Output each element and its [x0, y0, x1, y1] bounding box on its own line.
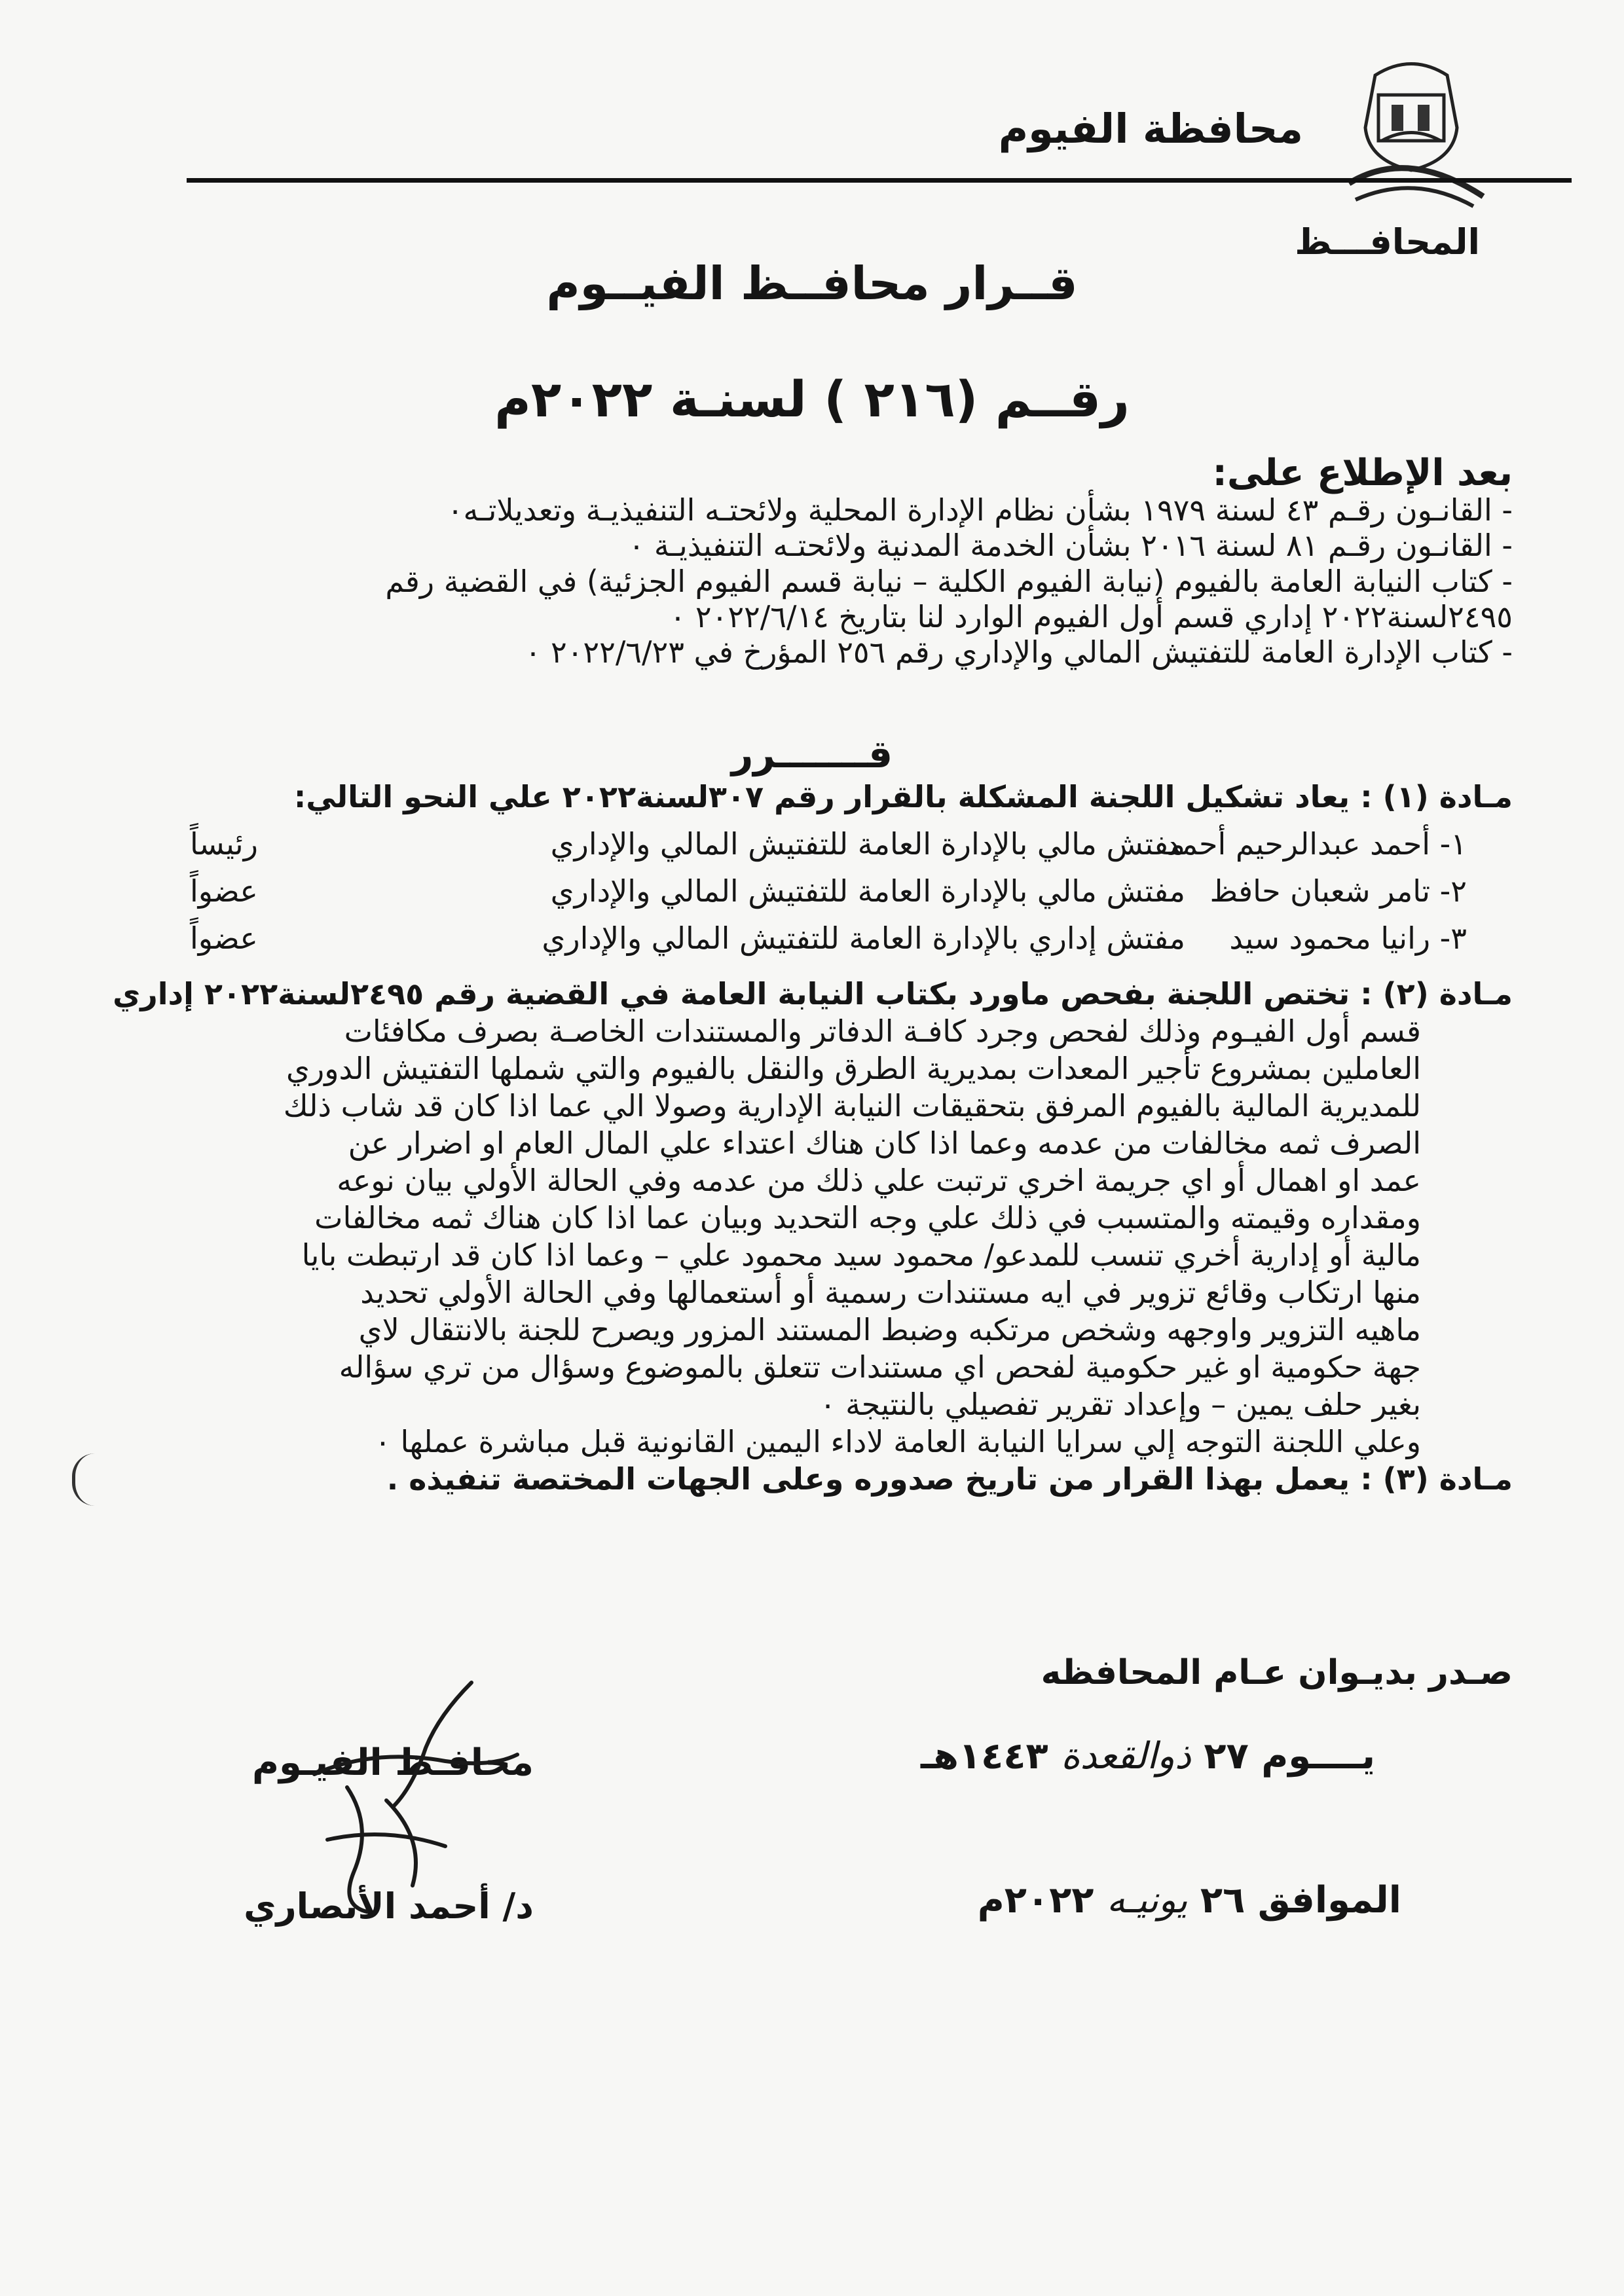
fayoum-emblem-icon — [1329, 49, 1493, 213]
review-list — [138, 492, 1513, 670]
article-2-line: ماهيه التزوير واوجهه وشخص مرتكبه وضبط المستند المزور ويصرح للجنة بالانتقال لاي — [358, 1312, 1421, 1348]
review-line: - كتاب الإدارة العامة للتفتيش المالي والإداري رقم ٢٥٦ المؤرخ في ٢٠٢٢/٦/٢٣ ٠ — [525, 634, 1513, 670]
article-2-line: مـادة (٢) : تختص اللجنة بفحص ماورد بكتاب النيابة العامة في القضية رقم ٢٤٩٥لسنة٢٠٢٢ إداري — [113, 976, 1513, 1011]
article-2-line: الصرف ثمه مخالفات من عدمه وعما اذا كان هناك اعتداء علي المال العام او اضرار عن — [348, 1125, 1421, 1161]
greg-month-handwritten: يونيـه — [1106, 1879, 1188, 1922]
member-row — [190, 920, 1467, 968]
member-title: مفتش مالي بالإدارة العامة للتفتيش المالي والإداري — [550, 873, 1185, 909]
member-role: رئيساً — [190, 826, 258, 862]
signatory-name: د/ أحمد الأنصاري — [244, 1886, 534, 1927]
member-name: ٣- رانيا محمود سيد — [1229, 920, 1467, 956]
article-3-line: مـادة (٣) : يعمل بهذا القرار من تاريخ صدوره وعلى الجهات المختصة تنفيذه . — [386, 1461, 1513, 1497]
hijri-prefix: يــــوم ٢٧ — [1204, 1735, 1375, 1777]
review-line: - القانـون رقـم ٤٣ لسنة ١٩٧٩ بشأن نظام الإدارة المحلية ولائحتـه التنفيذيـة وتعديلاتـه٠ — [447, 492, 1513, 528]
article-1-line: مـادة (١) : يعاد تشكيل اللجنة المشكلة بالقرار رقم ٣٠٧لسنة٢٠٢٢ علي النحو التالي: — [293, 779, 1513, 814]
greg-prefix: الموافق ٢٦ — [1200, 1879, 1401, 1922]
member-row — [190, 826, 1467, 873]
governorate-name: محافظة الفيوم — [998, 105, 1303, 153]
article-2-line: جهة حكومية او غير حكومية لفحص اي مستندات تتعلق بالموضوع وسؤال من تري سؤاله — [339, 1349, 1421, 1385]
article-2-line: وعلي اللجنة التوجه إلي سرايا النيابة العامة لاداء اليمين القانونية قبل مباشرة عملها ٠ — [375, 1424, 1421, 1460]
header-rule — [187, 178, 1572, 183]
member-name: ٢- تامر شعبان حافظ — [1209, 873, 1467, 909]
review-line: ٢٤٩٥لسنة٢٠٢٢ إداري قسم أول الفيوم الوارد لنا بتاريخ ٢٠٢٢/٦/١٤ ٠ — [669, 598, 1513, 634]
article-2-line: مالية أو إدارية أخري تنسب للمدعو/ محمود سيد محمود علي – وعما اذا كان قد ارتبطت بايا — [301, 1237, 1421, 1273]
decided-heading: قـــــــرر — [731, 732, 893, 776]
article-2-line: العاملين بمشروع تأجير المعدات بمديرية الطرق والنقل بالفيوم والتي شملها التفتيش الدوري — [286, 1051, 1421, 1087]
review-line: - القانـون رقـم ٨١ لسنة ٢٠١٦ بشأن الخدمة المدنية ولائحتـه التنفيذيـة ٠ — [628, 528, 1513, 564]
article-2-line: قسم أول الفيـوم وذلك لفحص وجرد كافـة الدفاتر والمستندات الخاصـة بصرف مكافئات — [344, 1013, 1421, 1049]
article-2-line: ومقداره وقيمته والمتسبب في ذلك علي وجه التحديد وبيان عما اذا كان هناك ثمه مخالفات — [314, 1200, 1421, 1236]
article-2-line: عمد او اهمال أو اي جريمة اخري ترتبت علي ذلك من عدمه وفي الحالة الأولي بيان نوعه — [337, 1163, 1421, 1199]
gregorian-date — [978, 1879, 1401, 1922]
member-row — [190, 873, 1467, 920]
review-heading: بعد الإطلاع على: — [1212, 452, 1513, 494]
issued-at-line: صـدر بديـوان عـام المحافظه — [1041, 1653, 1513, 1692]
committee-members — [190, 826, 1467, 968]
article-2 — [113, 975, 1513, 1498]
handwritten-signature — [275, 1676, 550, 1925]
member-name: ١- أحمد عبدالرحيم أحمد — [1166, 826, 1467, 862]
scan-edge-mark — [72, 1453, 95, 1506]
article-1 — [138, 779, 1513, 814]
review-line: - كتاب النيابة العامة بالفيوم (نيابة الفيوم الكلية – نيابة قسم الفيوم الجزئية) في القضية رقم — [385, 563, 1513, 599]
member-title: مفتش إداري بالإدارة العامة للتفتيش المالي والإداري — [542, 920, 1185, 956]
member-role: عضواً — [190, 920, 258, 956]
hijri-month-handwritten: ذوالقعدة — [1061, 1735, 1191, 1777]
article-2-line: للمديرية المالية بالفيوم المرفق بتحقيقات النيابة الإدارية وصولا الي عما اذا كان قد شاب ذلك — [283, 1088, 1421, 1124]
hijri-date — [921, 1735, 1375, 1777]
article-2-line: منها ارتكاب وقائع تزوير في ايه مستندات رسمية أو أستعمالها وفي الحالة الأولي تحديد — [360, 1275, 1421, 1311]
office-title: المحافـــظ — [1295, 221, 1480, 263]
member-role: عضواً — [190, 873, 258, 909]
article-2-line: بغير حلف يمين – وإعداد تقرير تفصيلي بالنتيجة ٠ — [819, 1387, 1421, 1423]
decision-title: قــرار محافــظ الفيــوم — [546, 257, 1078, 310]
hijri-year: ١٤٤٣هـ — [921, 1735, 1048, 1777]
member-title: مفتش مالي بالإدارة العامة للتفتيش المالي والإداري — [550, 826, 1185, 862]
signatory-title: محافـظ الفيـوم — [251, 1741, 534, 1784]
decision-number: رقــم (٢١٦ ) لسنـة ٢٠٢٢م — [494, 370, 1130, 428]
greg-year: ٢٠٢٢م — [977, 1879, 1094, 1922]
